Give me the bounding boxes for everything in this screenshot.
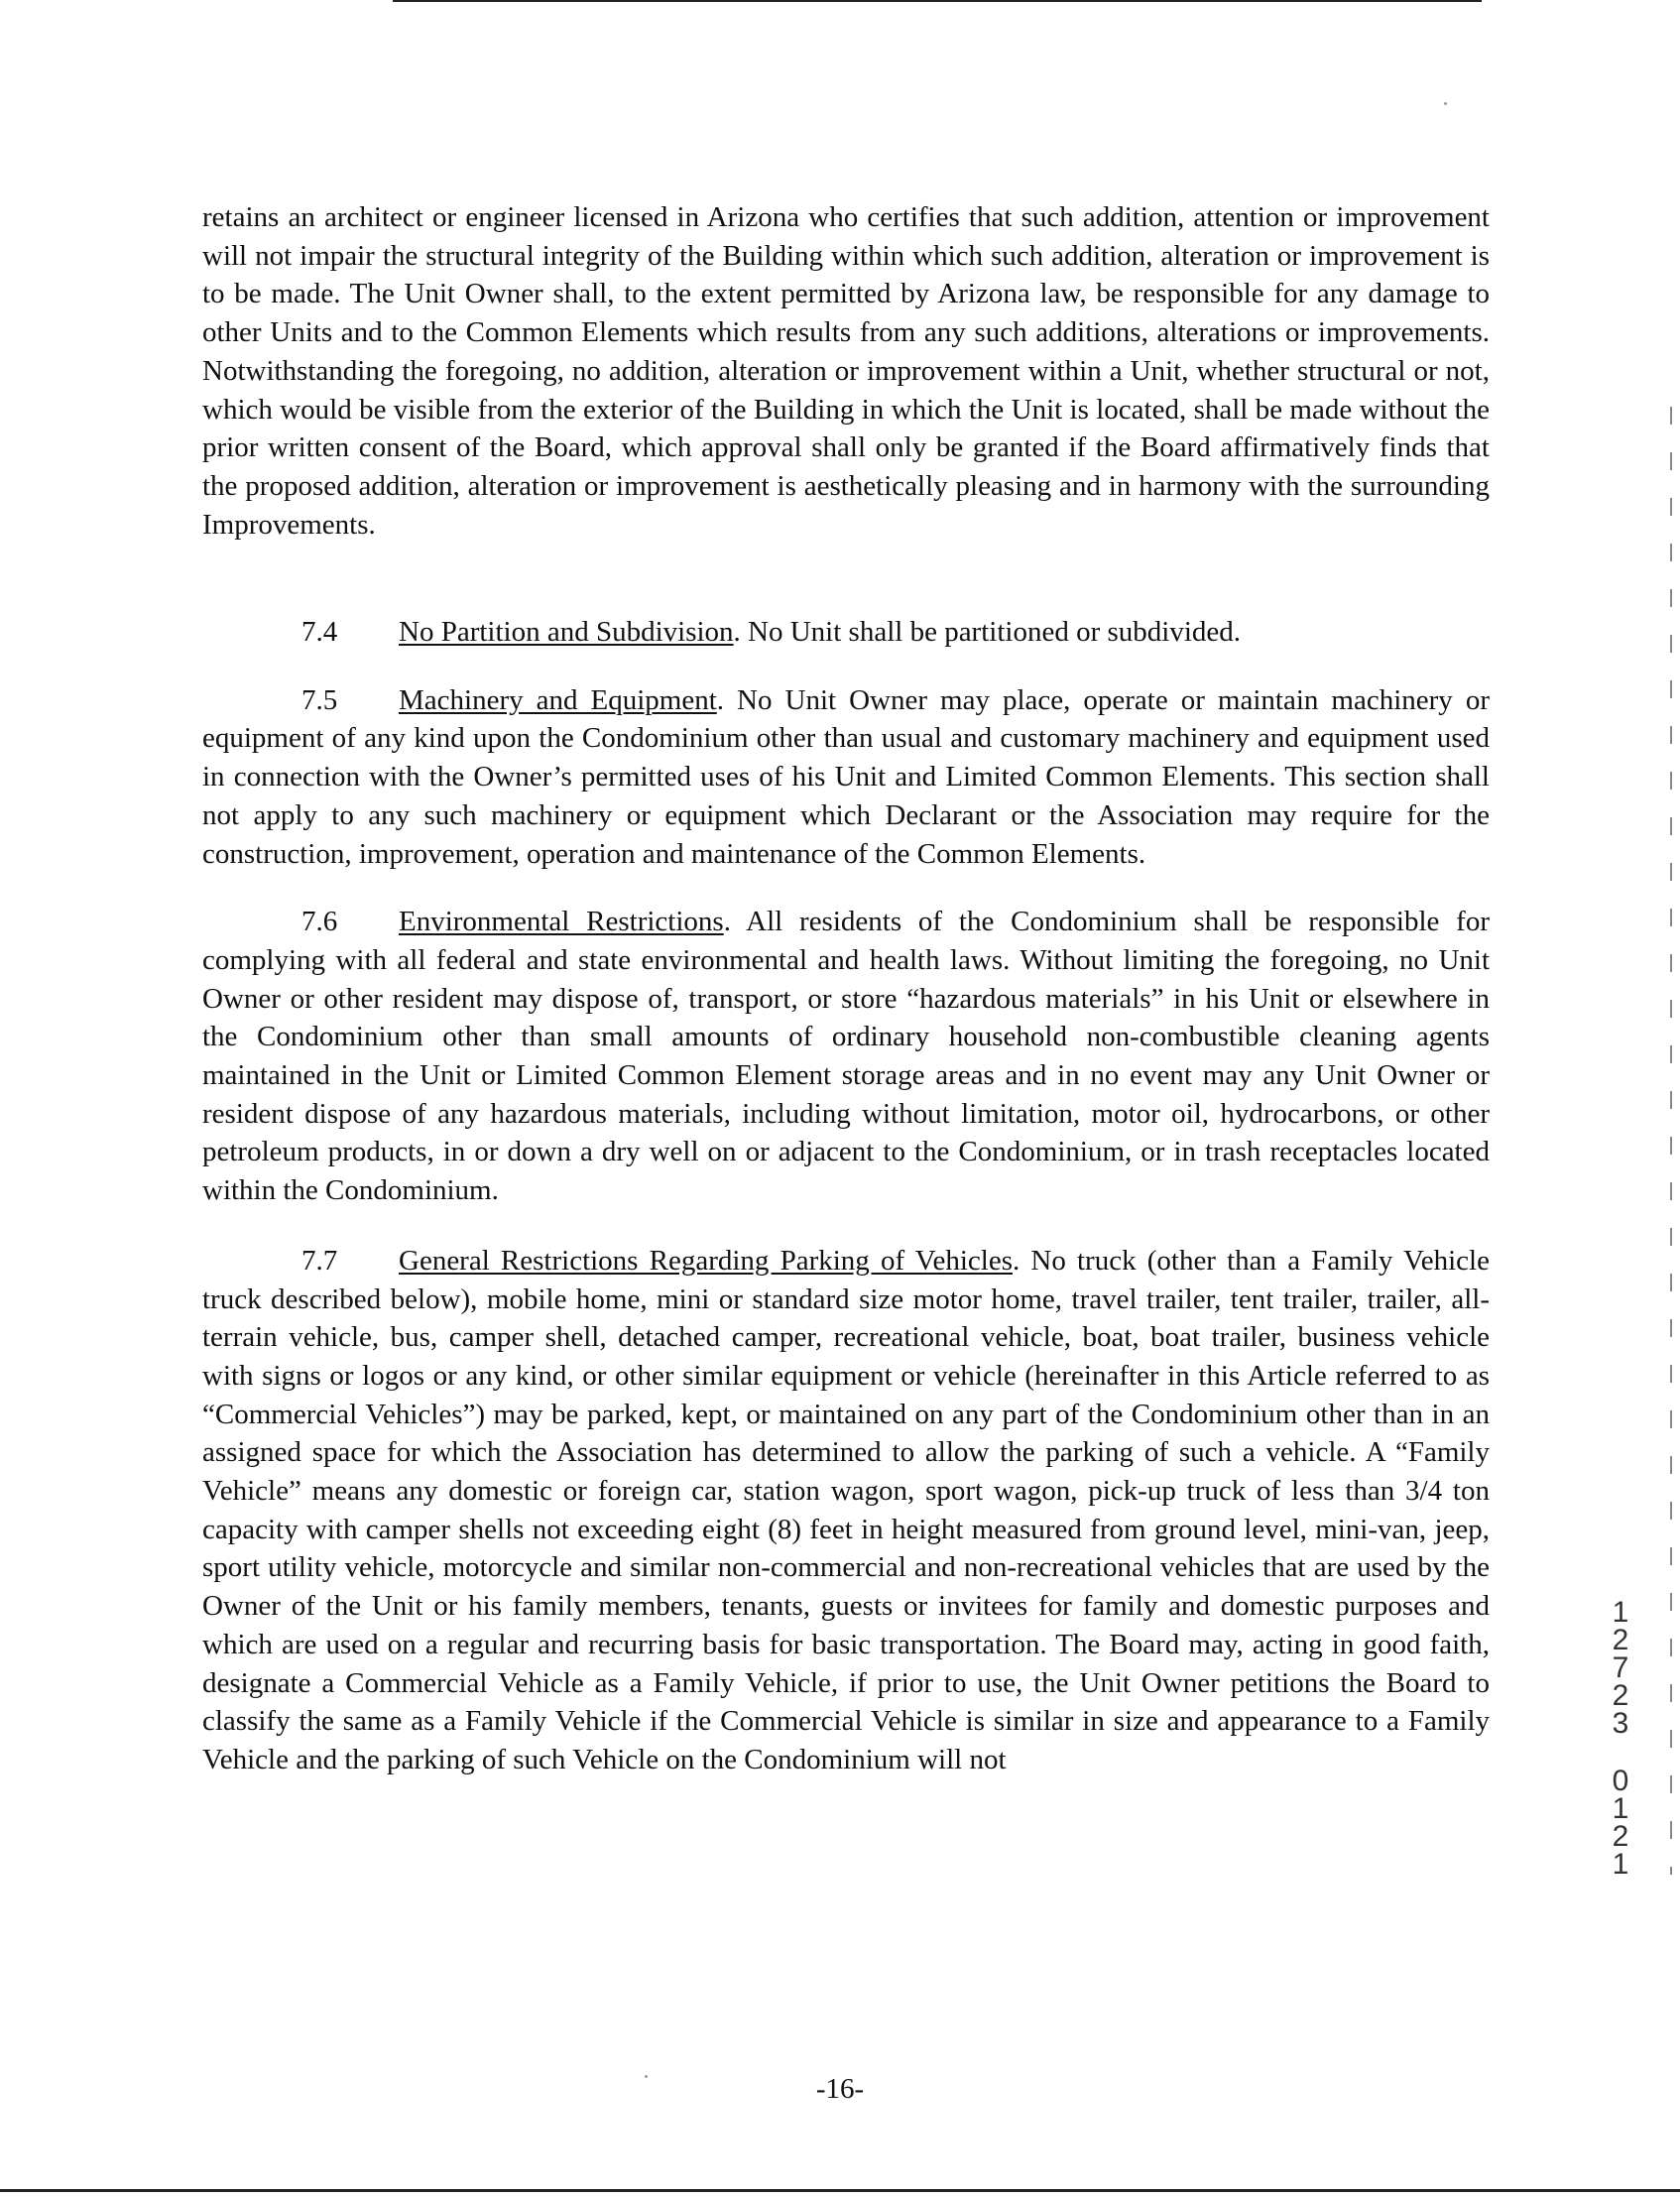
side-code-digit: 2 xyxy=(1612,1624,1629,1656)
side-code-digit: 2 xyxy=(1612,1820,1629,1853)
bottom-border-line xyxy=(0,2189,1680,2192)
section-heading: No Partition and Subdivision xyxy=(399,616,734,648)
scan-edge-marks xyxy=(1670,407,1672,1875)
intro-paragraph: retains an architect or engineer licensed in Arizona who certifies that such addition, attention or improvement will not impair the structural integrity of the Building within which such addition, alteration or improvement is to be made. The Unit Owner shall, to the extent permitted by Arizona law, be responsible for any damage to other Units and to the Common Elements which results from any such additions, alterations or improvements. Notwithstanding the foregoing, no addition, alteration or improvement within a Unit, whether structural or not, which would be visible from the exterior of the Building in which the Unit is located, shall be made without the prior written consent of the Board, which approval shall only be granted if the Board affirmatively finds that the proposed addition, alteration or improvement is aesthetically pleasing and in harmony with the surrounding Improvements. xyxy=(202,201,1490,541)
section-7-5 xyxy=(202,681,1490,874)
section-7-6 xyxy=(202,903,1490,1210)
side-reference-code xyxy=(1609,1596,1632,1881)
scan-speck xyxy=(1444,102,1447,105)
section-number: 7.7 xyxy=(301,1244,338,1277)
section-body: . No Unit shall be partitioned or subdivided. xyxy=(733,616,1241,648)
section-body: . All residents of the Condominium shall be responsible for complying with all federal and state environmental and health laws. Without limiting the foregoing, no Unit Owner or other resident may dispose of, transport, or store “hazardous materials” in his Unit or elsewhere in the Condominium other than small amounts of ordinary household non-combustible cleaning agents maintained in the Unit or Limited Common Element storage areas and in no event may any Unit Owner or resident dispose of any hazardous materials, including without limitation, motor oil, hydrocarbons, or other petroleum products, in or down a dry well on or adjacent to the Condominium, or in trash receptacles located within the Condominium. xyxy=(202,906,1490,1207)
section-heading: Environmental Restrictions xyxy=(399,906,724,938)
section-body: . No Unit Owner may place, operate or maintain machinery or equipment of any kind upon the Condominium other than usual and customary machinery and equipment used in connection with the Owner’s permitted uses of his Unit and Limited Common Elements. This section shall not apply to any such machinery or equipment which Declarant or the Association may require for the construction, improvement, operation and maintenance of the Common Elements. xyxy=(202,683,1490,870)
section-number: 7.6 xyxy=(301,906,338,938)
page-number: -16- xyxy=(815,2073,865,2105)
side-code-gap xyxy=(1609,1738,1632,1768)
document-body xyxy=(202,198,1490,1779)
side-code-digit: 1 xyxy=(1612,1792,1629,1825)
side-code-digit: 3 xyxy=(1612,1707,1629,1740)
side-code-digit: 2 xyxy=(1612,1679,1629,1712)
top-border-line xyxy=(393,0,1482,2)
section-body: . No truck (other than a Family Vehicle truck described below), mobile home, mini or standard size motor home, travel trailer, tent trailer, trailer, all-terrain vehicle, bus, camper shell, detached camper, recreational vehicle, boat, boat trailer, business vehicle with signs or logos or any kind, or other similar equipment or vehicle (hereinafter in this Article referred to as “Commercial Vehicles”) may be parked, kept, or maintained on any part of the Condominium other than in an assigned space for which the Association has determined to allow the parking of such a vehicle. A “Family Vehicle” means any domestic or foreign car, station wagon, sport wagon, pick-up truck of less than 3/4 ton capacity with camper shells not exceeding eight (8) feet in height measured from ground level, mini-van, jeep, sport utility vehicle, motorcycle and similar non-commercial and non-recreational vehicles that are used by the Owner of the Unit or his family members, tenants, guests or invitees for family and domestic purposes and which are used on a regular and recurring basis for basic transportation. The Board may, acting in good faith, designate a Commercial Vehicle as a Family Vehicle, if prior to use, the Unit Owner petitions the Board to classify the same as a Family Vehicle if the Commercial Vehicle is similar in size and appearance to a Family Vehicle and the parking of such Vehicle on the Condominium will not xyxy=(202,1244,1490,1775)
section-7-4 xyxy=(202,613,1490,652)
side-code-digit: 0 xyxy=(1612,1765,1629,1797)
section-7-7 xyxy=(202,1242,1490,1779)
section-number: 7.5 xyxy=(301,683,338,716)
side-code-digit: 1 xyxy=(1612,1596,1629,1629)
side-code-digit: 1 xyxy=(1612,1848,1629,1881)
section-number: 7.4 xyxy=(301,616,338,648)
section-heading: General Restrictions Regarding Parking of Vehicles xyxy=(399,1244,1013,1277)
section-heading: Machinery and Equipment xyxy=(399,683,717,716)
side-code-digit: 7 xyxy=(1612,1651,1629,1684)
